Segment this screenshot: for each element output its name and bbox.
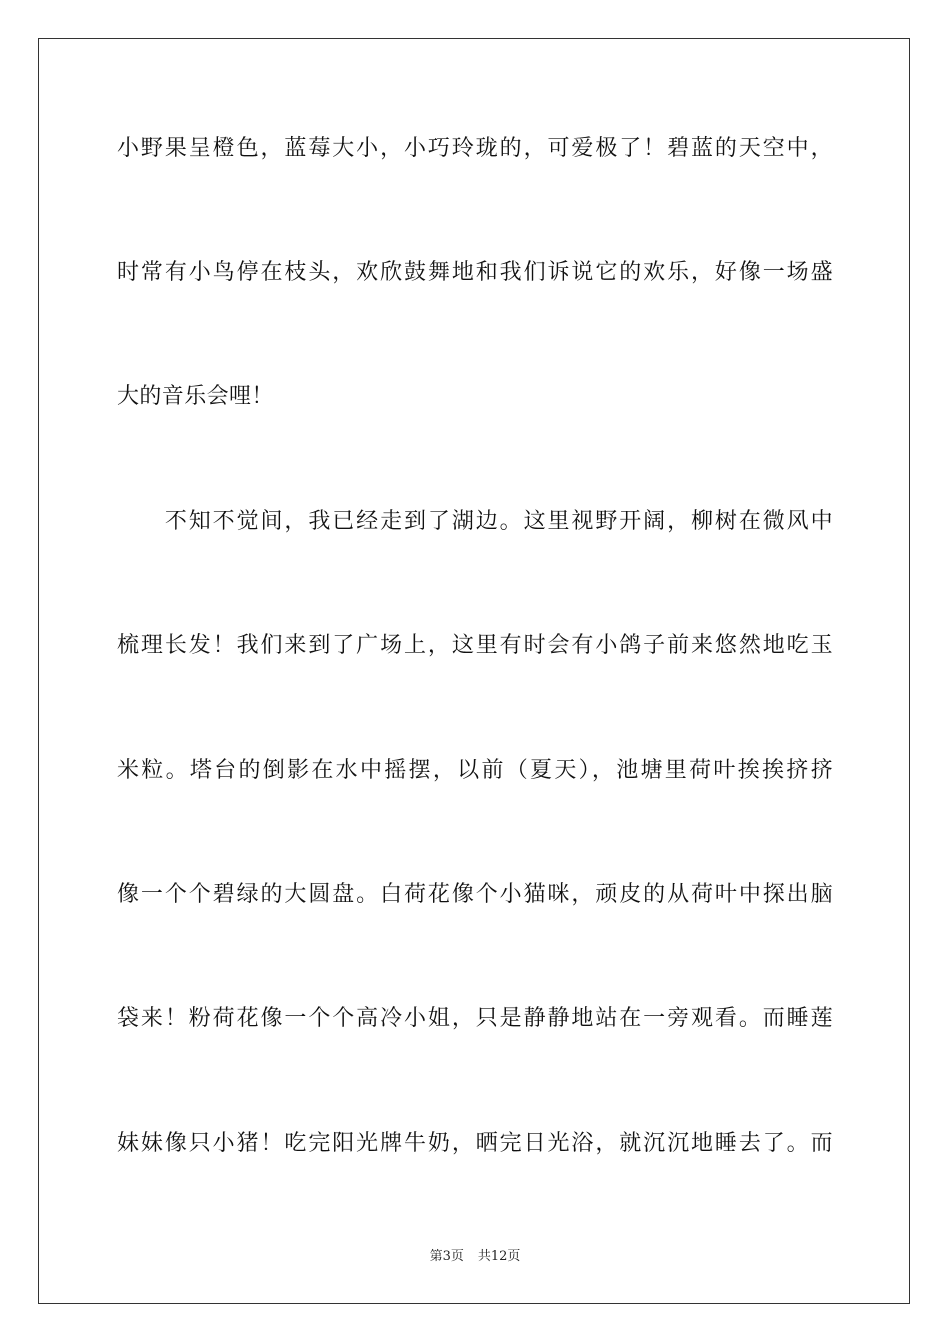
text-line-6: 米粒。塔台的倒影在水中摇摆，以前（夏天），池塘里荷叶挨挨挤挤 <box>117 758 833 783</box>
text-line-2: 时常有小鸟停在枝头，欢欣鼓舞地和我们诉说它的欢乐，好像一场盛 <box>117 260 833 285</box>
text-line-9: 妹妹像只小猪！吃完阳光牌牛奶，晒完日光浴，就沉沉地睡去了。而 <box>117 1131 833 1156</box>
text-line-7: 像一个个碧绿的大圆盘。白荷花像个小猫咪，顽皮的从荷叶中探出脑 <box>117 882 833 907</box>
text-line-4: 不知不觉间，我已经走到了湖边。这里视野开阔，柳树在微风中 <box>117 509 833 534</box>
page-border <box>38 38 910 1304</box>
text-line-3: 大的音乐会哩！ <box>117 384 274 409</box>
text-line-8: 袋来！粉荷花像一个个高冷小姐，只是静静地站在一旁观看。而睡莲 <box>117 1006 833 1031</box>
page-total: 共12页 <box>477 1249 521 1264</box>
text-line-5: 梳理长发！我们来到了广场上，这里有时会有小鸽子前来悠然地吃玉 <box>117 633 833 658</box>
page-number: 第3页 <box>429 1249 464 1264</box>
text-line-1: 小野果呈橙色，蓝莓大小，小巧玲珑的，可爱极了！碧蓝的天空中， <box>117 136 833 161</box>
page-footer <box>0 1248 950 1266</box>
